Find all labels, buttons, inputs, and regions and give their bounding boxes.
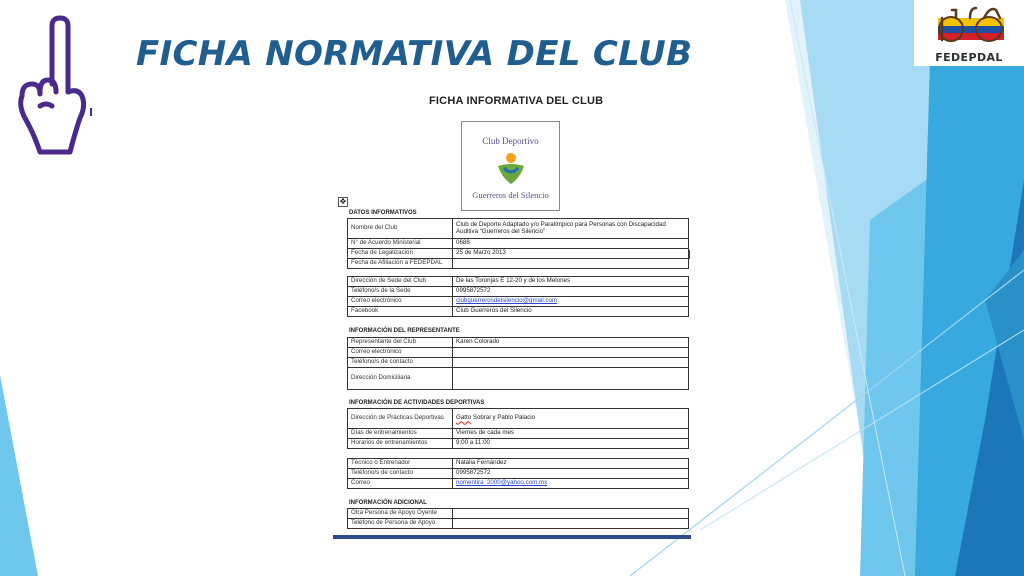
row-value-rest: Sobral y Pablo Palacio (471, 414, 536, 422)
club-info-document (333, 88, 693, 540)
row-label: Teléfono de Persona de Apoyo (348, 519, 453, 529)
row-value: Club de Deporte Adaptado y/o Paralímpico para Personas con Discapacidad Auditiva “Guerreros del Silencio” (453, 219, 689, 239)
table-row (348, 249, 689, 259)
club-logo (461, 121, 560, 211)
table-row (348, 409, 689, 429)
club-logo-line1: Club Deportivo (482, 136, 539, 146)
table-row (348, 358, 689, 368)
row-value (453, 519, 689, 529)
row-value: 0995872572 (453, 287, 689, 297)
row-label: Teléfono/s de la Sede (348, 287, 453, 297)
adicional-table (347, 508, 689, 529)
row-value: Natalia Fernández (453, 459, 689, 469)
row-label: Teléfono/s de contacto (348, 469, 453, 479)
table-row (348, 287, 689, 297)
club-emblem-icon (496, 152, 526, 186)
row-label: Nombre del Club (348, 219, 453, 239)
table-row (348, 439, 689, 449)
row-value (453, 409, 689, 429)
row-label: Dirección Domiciliaria (348, 368, 453, 390)
row-value (453, 479, 689, 489)
section-title-adicional: INFORMACIÓN ADICIONAL (349, 500, 427, 506)
pointing-finger-icon (12, 14, 98, 156)
table-row (348, 368, 689, 390)
misspelled-word: Gatto (456, 414, 472, 422)
table-row (348, 239, 689, 249)
row-value: De las Toronjas E 12-20 y de los Melones (453, 277, 689, 287)
table-row (348, 459, 689, 469)
email-link[interactable]: nomentira_2000@yahoo.com.mx (456, 479, 548, 487)
document-bottom-bar (333, 535, 691, 539)
row-label: Dirección de Sede del Club (348, 277, 453, 287)
row-value (453, 348, 689, 358)
row-label: Técnico o Entrenador (348, 459, 453, 469)
table-row (348, 277, 689, 287)
section-title-datos: DATOS INFORMATIVOS (349, 210, 417, 216)
fedepdal-logo (914, 0, 1024, 66)
row-label: Facebook (348, 307, 453, 317)
row-value (453, 297, 689, 307)
row-label: Representante del Club (348, 338, 453, 348)
table-row (348, 519, 689, 529)
club-logo-line2: Guerreros del Silencio (472, 190, 549, 200)
row-value: 25 de Marzo 2013 (453, 249, 689, 259)
row-value: Karen Colorado (453, 338, 689, 348)
row-value (453, 259, 689, 269)
document-title: FICHA INFORMATIVA DEL CLUB (429, 95, 604, 107)
table-row (348, 429, 689, 439)
representante-table (347, 337, 689, 390)
row-label: N° de Acuerdo Ministerial (348, 239, 453, 249)
row-label: Correo (348, 479, 453, 489)
row-value (453, 368, 689, 390)
row-value: Viernes de cada mes (453, 429, 689, 439)
table-row (348, 509, 689, 519)
table-row (348, 469, 689, 479)
thumbs-up-flag-icon (934, 4, 1008, 48)
row-label: Otra Persona de Apoyo Oyente (348, 509, 453, 519)
row-label: Teléfono/s de contacto (348, 358, 453, 368)
slide-title: FICHA NORMATIVA DEL CLUB (136, 34, 693, 74)
table-row (348, 479, 689, 489)
table-row (348, 307, 689, 317)
section-title-actividades: INFORMACIÓN DE ACTIVIDADES DEPORTIVAS (349, 400, 485, 406)
row-value (453, 509, 689, 519)
datos-table-2 (347, 276, 689, 317)
row-label: Días de entrenamientos (348, 429, 453, 439)
row-label: Dirección de Prácticas Deportivas (348, 409, 453, 429)
row-value: 0995872572 (453, 469, 689, 479)
row-value: 0688 (453, 239, 689, 249)
row-value: Club Guerreros del Silencio (453, 307, 689, 317)
table-row (348, 219, 689, 239)
actividades-table-1 (347, 408, 689, 449)
email-link[interactable]: clubguerrerosdelsilencio@gmail.com (456, 297, 558, 305)
row-label: Correo electrónico (348, 348, 453, 358)
table-move-handle-icon[interactable]: ✥ (339, 197, 347, 206)
row-label: Correo electrónico (348, 297, 453, 307)
datos-table-1 (347, 218, 689, 269)
row-label: Horarios de entrenamientos (348, 439, 453, 449)
row-value (453, 358, 689, 368)
row-value: 9:00 a 11:00 (453, 439, 689, 449)
left-accent-triangle (0, 375, 38, 576)
table-row (348, 348, 689, 358)
table-row (348, 297, 689, 307)
table-row (348, 338, 689, 348)
table-row (348, 259, 689, 269)
actividades-table-2 (347, 458, 689, 489)
section-title-representante: INFORMACIÓN DEL REPRESENTANTE (349, 328, 460, 334)
row-label: Fecha de Afiliación a FEDEPDAL (348, 259, 453, 269)
fedepdal-logo-text: FEDEPDAL (935, 51, 1003, 64)
row-label: Fecha de Legalización (348, 249, 453, 259)
